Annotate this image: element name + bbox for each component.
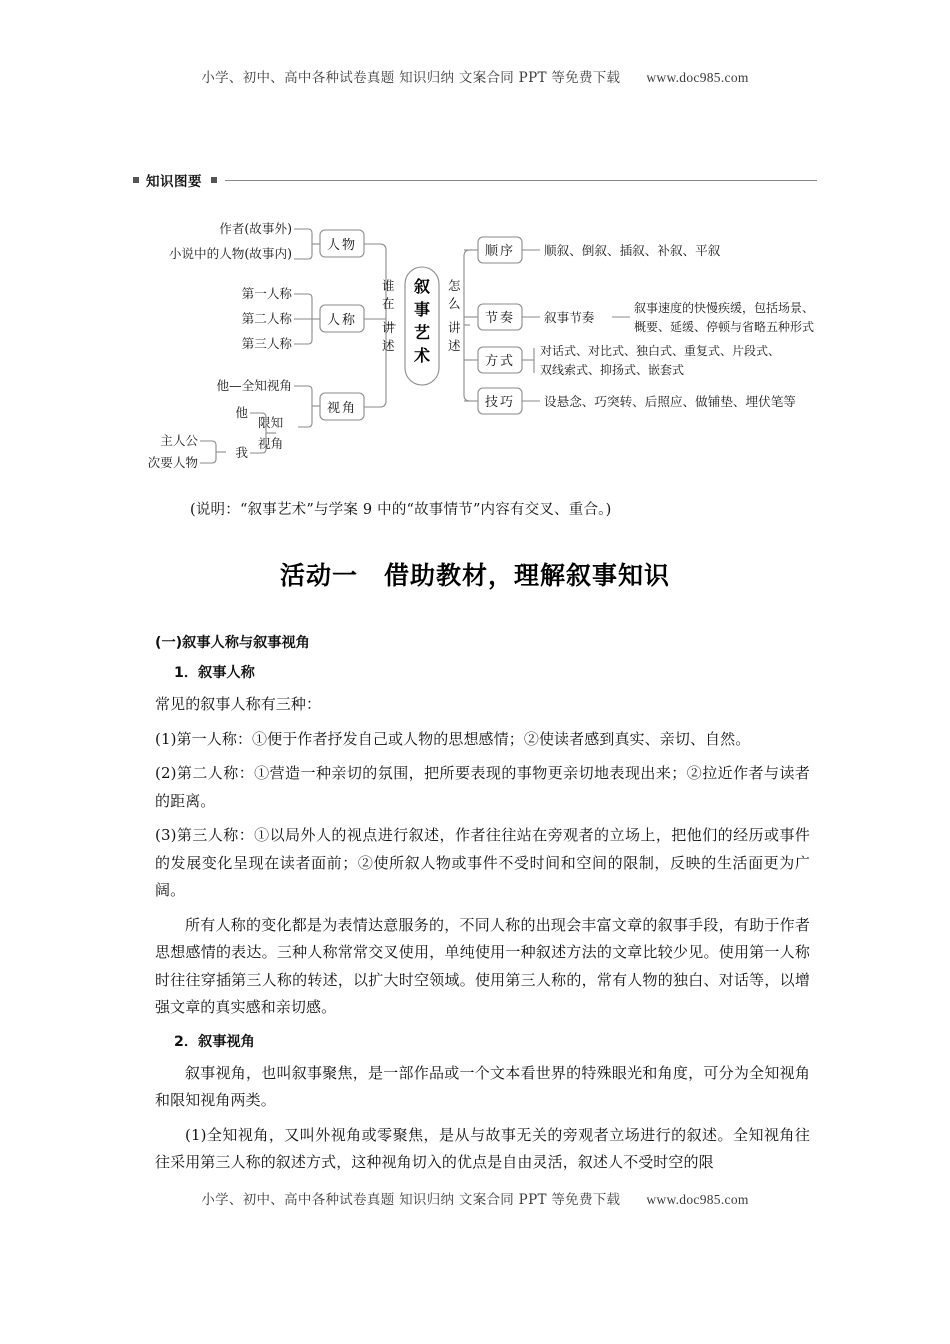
mm-leaf-second-person: 第二人称 bbox=[241, 311, 292, 326]
mm-node-fangshi: 方式 bbox=[484, 354, 516, 369]
mm-detail-jiqiao: 设悬念、巧突转、后照应、做铺垫、埋伏笔等 bbox=[544, 394, 796, 409]
mm-detail-fangshi-line1: 对话式、对比式、独白式、重复式、片段式、 bbox=[540, 344, 781, 358]
mm-subleaf-minor: 次要人物 bbox=[147, 455, 198, 470]
article-body bbox=[155, 632, 810, 1184]
paragraph-perspective-def: 叙事视角，也叫叙事聚焦，是一部作品或一个文本看世界的特殊眼光和角度，可分为全知视角和限知视角两类。 bbox=[155, 1063, 810, 1109]
paragraph-first-person: (1)第一人称：①便于作者抒发自己或人物的思想感情；②使读者感到真实、亲切、自然。 bbox=[155, 729, 751, 748]
square-bullet-icon bbox=[133, 177, 139, 183]
knowledge-mindmap bbox=[130, 205, 830, 490]
mm-detail-shunxu: 顺叙、倒叙、插叙、补叙、平叙 bbox=[544, 243, 721, 258]
section-title: 知识图要 bbox=[146, 174, 202, 190]
running-foot-url: www.doc985.com bbox=[646, 1192, 749, 1207]
mm-detail-jiezou-line2: 概要、延缓、停顿与省略五种形式 bbox=[634, 320, 815, 334]
subsection-heading-2: 2．叙事视角 bbox=[174, 1033, 255, 1050]
mm-leaf-limited-line2: 视角 bbox=[258, 436, 284, 451]
paragraph-third-person: (3)第三人称：①以局外人的视点进行叙述，作者往往站在旁观者的立场上，把他们的经历或事件的发展变化呈现在读者面前；②使所叙人物或事件不受时间和空间的限制，反映的生活面更为广阔。 bbox=[155, 826, 810, 899]
mm-subleaf-protagonist: 主人公 bbox=[160, 433, 198, 448]
running-foot bbox=[0, 1188, 950, 1208]
mm-leaf-third-person: 第三人称 bbox=[241, 336, 292, 351]
section-header bbox=[133, 170, 817, 190]
activity-heading bbox=[0, 556, 950, 592]
mm-center-char-3: 艺 bbox=[413, 323, 431, 342]
mm-label-who-narrates-c3: 讲 bbox=[382, 320, 395, 335]
running-head bbox=[0, 66, 950, 86]
mm-label-how-narrates-c1: 怎 bbox=[448, 278, 461, 293]
mm-leaf-first-person: 第一人称 bbox=[241, 286, 292, 301]
mm-leaf-limited-line1: 限知 bbox=[258, 415, 284, 430]
diagram-note: (说明：“叙事艺术”与学案 9 中的“故事情节”内容有交叉、重合。) bbox=[190, 502, 612, 518]
activity-title: 借助教材，理解叙事知识 bbox=[384, 561, 671, 590]
mm-detail-jiezou-line1: 叙事速度的快慢疾缓，包括场景、 bbox=[634, 301, 815, 315]
mm-label-how-narrates-c2: 么 bbox=[448, 296, 461, 311]
mm-node-rencheng: 人称 bbox=[326, 313, 358, 328]
mm-leaf-author: 作者(故事外) bbox=[219, 221, 292, 236]
section-divider bbox=[225, 180, 817, 181]
mm-bracket-wo bbox=[200, 441, 216, 463]
mm-subleaf-wo: 我 bbox=[235, 445, 248, 460]
mm-leaf-character: 小说中的人物(故事内) bbox=[168, 246, 292, 261]
mm-center-char-1: 叙 bbox=[413, 277, 431, 296]
square-bullet-icon bbox=[211, 177, 217, 183]
mm-detail-fangshi-line2: 双线索式、抑扬式、嵌套式 bbox=[540, 363, 685, 377]
mm-subleaf-ta: 他 bbox=[235, 405, 248, 420]
mm-mid-jiezou: 叙事节奏 bbox=[544, 310, 595, 325]
activity-label: 活动一 bbox=[279, 561, 358, 590]
mm-center-char-4: 术 bbox=[413, 346, 431, 365]
mm-label-who-narrates-c4: 述 bbox=[382, 338, 395, 353]
mm-label-who-narrates-c2: 在 bbox=[382, 296, 395, 311]
paragraph-intro: 常见的叙事人称有三种： bbox=[155, 695, 322, 713]
paragraph-omniscient: (1)全知视角，又叫外视角或零聚焦，是从与故事无关的旁观者立场进行的叙述。全知视角往往采用第三人称的叙述方式，这种视角切入的优点是自由灵活，叙述人不受时空的限 bbox=[155, 1125, 810, 1171]
mm-leaf-omniscient: 他—全知视角 bbox=[216, 378, 292, 393]
mm-node-shijiao: 视角 bbox=[326, 401, 358, 416]
running-head-url: www.doc985.com bbox=[646, 70, 749, 85]
running-foot-text: 小学、初中、高中各种试卷真题 知识归纳 文案合同 PPT 等免费下载 bbox=[201, 1192, 621, 1208]
mm-node-shunxu: 顺序 bbox=[484, 244, 516, 259]
mm-label-how-narrates-c3: 讲 bbox=[448, 320, 461, 335]
mm-bracket-shijiao bbox=[294, 386, 312, 427]
mm-node-jiezou: 节奏 bbox=[484, 311, 516, 326]
subsection-heading-a: (一)叙事人称与叙事视角 bbox=[155, 635, 310, 651]
mm-node-renwu: 人物 bbox=[326, 238, 358, 253]
mm-label-how-narrates-c4: 述 bbox=[448, 338, 461, 353]
mm-bracket-renwu bbox=[294, 229, 312, 259]
paragraph-second-person: (2)第二人称：①营造一种亲切的氛围，把所要表现的事物更亲切地表现出来；②拉近作者与读者的距离。 bbox=[155, 764, 810, 810]
mm-node-jiqiao: 技巧 bbox=[484, 395, 516, 410]
running-head-text: 小学、初中、高中各种试卷真题 知识归纳 文案合同 PPT 等免费下载 bbox=[201, 70, 621, 86]
mm-label-who-narrates-c1: 谁 bbox=[382, 278, 395, 293]
subsection-heading-1: 1．叙事人称 bbox=[174, 665, 255, 681]
paragraph-summary: 所有人称的变化都是为表情达意服务的，不同人称的出现会丰富文章的叙事手段，有助于作者思想感情的表达。三种人称常常交叉使用，单纯使用一种叙述方法的文章比较少见。使用第一人称时往往穿插第三人称的转述，以扩大时空领域。使用第三人称的，常有人物的独白、对话等，以增强文章的真实感和亲切感。 bbox=[155, 915, 810, 1016]
mm-center-char-2: 事 bbox=[413, 300, 431, 319]
